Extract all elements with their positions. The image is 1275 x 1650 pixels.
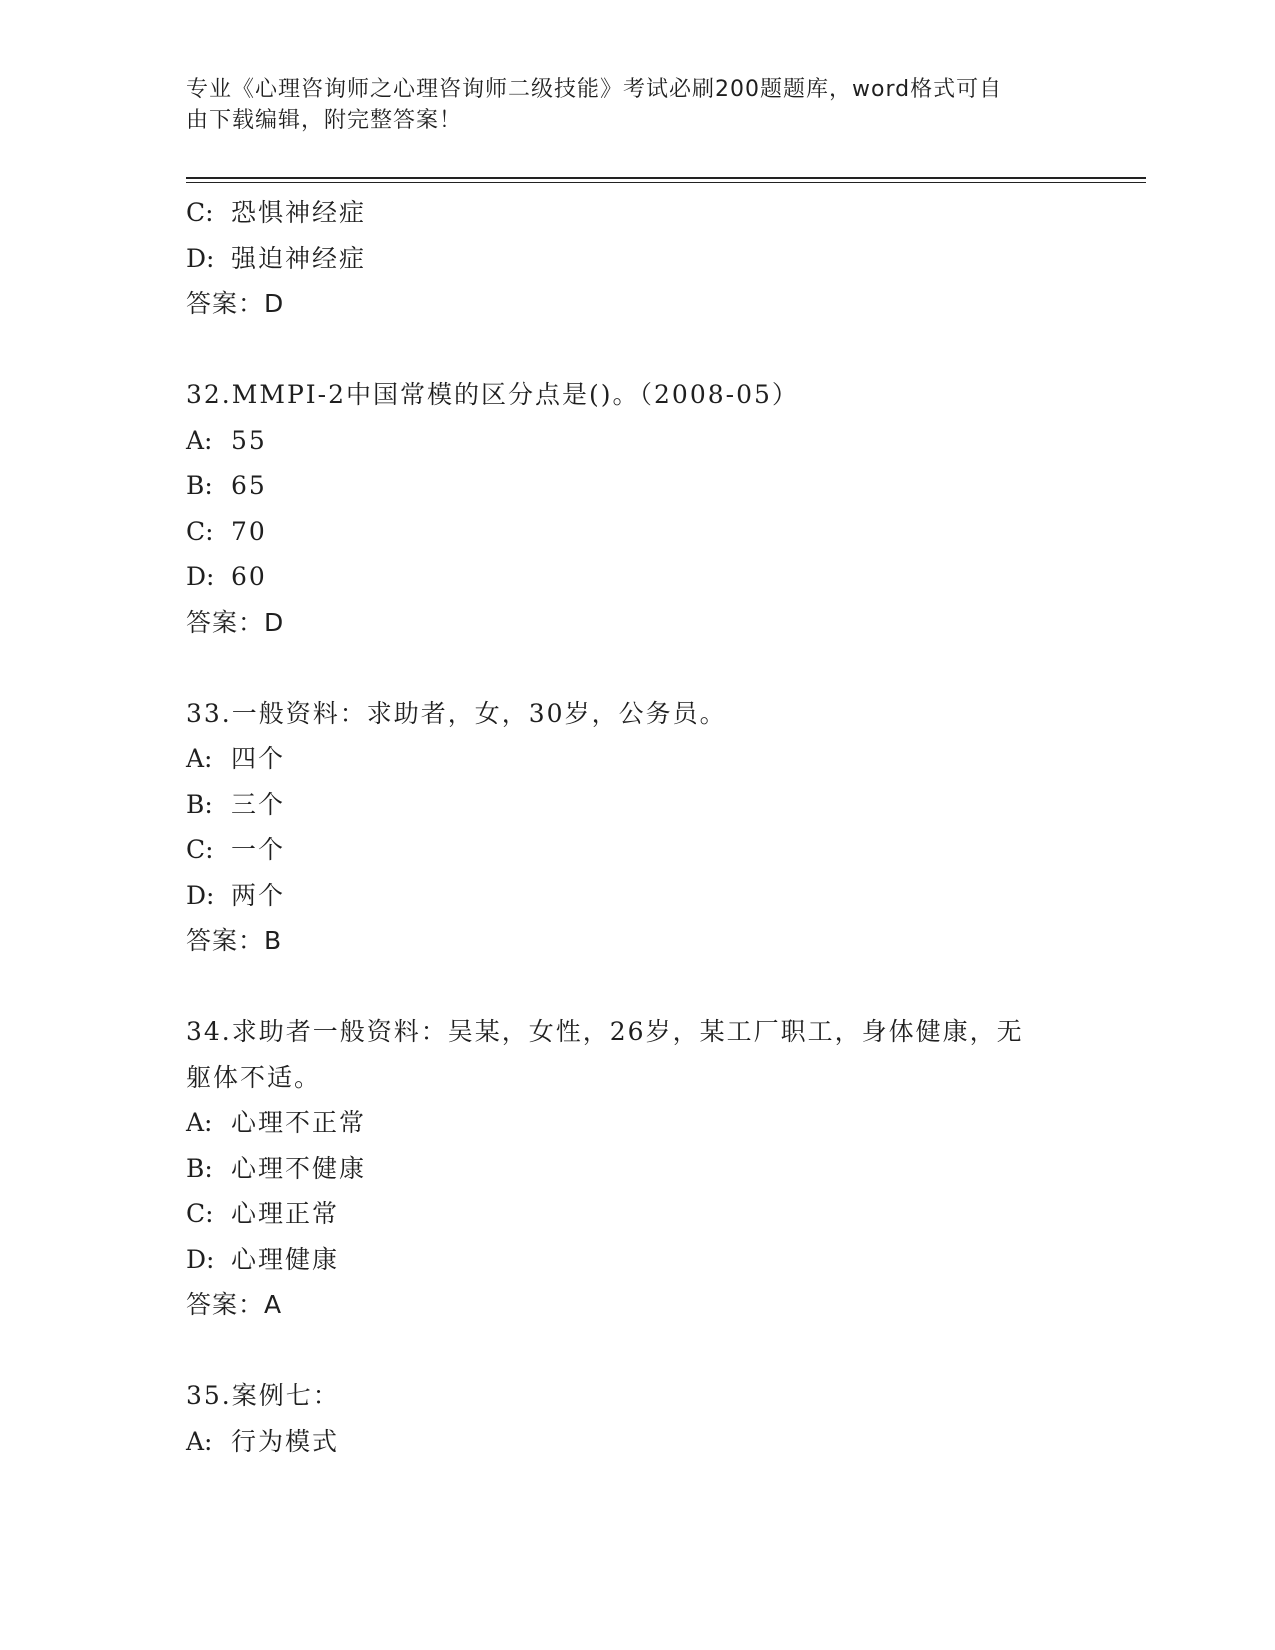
option-a <box>186 418 1086 464</box>
question-32 <box>186 372 1086 645</box>
option-text: 心理正常 <box>231 1199 340 1228</box>
option-d <box>186 236 1086 282</box>
question-35 <box>186 1373 1086 1464</box>
option-key: A: <box>186 1108 213 1137</box>
option-key: A: <box>186 425 213 455</box>
option-key: C: <box>186 516 214 546</box>
document-header <box>186 74 1066 136</box>
option-text: 两个 <box>231 880 286 910</box>
option-a <box>186 1100 1086 1146</box>
spacer <box>186 1328 1086 1374</box>
option-text: 心理不正常 <box>231 1108 367 1137</box>
answer-line: 答案：D <box>186 289 285 318</box>
option-d <box>186 1237 1086 1283</box>
option-text: 三个 <box>231 789 286 819</box>
option-key: B: <box>186 471 213 500</box>
spacer <box>186 964 1086 1010</box>
option-text: 55 <box>231 425 267 455</box>
question-stem: 35.案例七： <box>186 1381 340 1410</box>
option-text: 60 <box>231 562 267 591</box>
option-text: 行为模式 <box>231 1426 340 1456</box>
option-c <box>186 190 1086 236</box>
option-text: 一个 <box>231 835 286 864</box>
option-c <box>186 827 1086 873</box>
option-a <box>186 1419 1086 1465</box>
question-31-tail <box>186 190 1086 327</box>
option-text: 心理健康 <box>231 1244 340 1274</box>
question-stem-continued: 躯体不适。 <box>186 1062 322 1092</box>
header-divider-thin <box>186 182 1146 183</box>
option-key: D: <box>186 243 215 273</box>
header-line-2: 由下载编辑，附完整答案！ <box>186 108 463 133</box>
question-stem: 33.一般资料：求助者，女，30岁，公务员。 <box>186 698 727 728</box>
option-a <box>186 736 1086 782</box>
answer-line: 答案：D <box>186 607 285 637</box>
header-line-1: 专业《心理咨询师之心理咨询师二级技能》考试必刷200题题库，word格式可自 <box>186 77 1003 102</box>
question-stem: 32.MMPI-2中国常模的区分点是()。（2008-05） <box>186 380 799 409</box>
option-c <box>186 1191 1086 1237</box>
option-text: 恐惧神经症 <box>231 198 367 227</box>
question-stem: 34.求助者一般资料：吴某，女性，26岁，某工厂职工，身体健康，无 <box>186 1017 1024 1046</box>
option-b <box>186 782 1086 828</box>
option-key: C: <box>186 835 214 864</box>
answer-line: 答案：A <box>186 1290 283 1319</box>
header-divider <box>186 177 1146 179</box>
question-34 <box>186 1009 1086 1328</box>
option-b <box>186 463 1086 509</box>
option-key: B: <box>186 1153 213 1183</box>
option-key: C: <box>186 1199 214 1228</box>
option-key: D: <box>186 1244 215 1274</box>
option-key: A: <box>186 1426 213 1456</box>
question-list <box>186 190 1086 1464</box>
option-d <box>186 873 1086 919</box>
answer-line: 答案：B <box>186 926 283 955</box>
option-key: C: <box>186 198 214 227</box>
option-c <box>186 509 1086 555</box>
option-key: A: <box>186 744 213 773</box>
option-key: B: <box>186 789 213 819</box>
question-33 <box>186 691 1086 964</box>
option-d <box>186 554 1086 600</box>
option-text: 65 <box>231 471 267 500</box>
option-b <box>186 1146 1086 1192</box>
option-text: 四个 <box>231 744 286 773</box>
option-key: D: <box>186 562 215 591</box>
spacer <box>186 327 1086 373</box>
option-text: 心理不健康 <box>231 1153 367 1183</box>
option-text: 70 <box>231 516 267 546</box>
spacer <box>186 645 1086 691</box>
option-text: 强迫神经症 <box>231 243 367 273</box>
option-key: D: <box>186 880 215 910</box>
